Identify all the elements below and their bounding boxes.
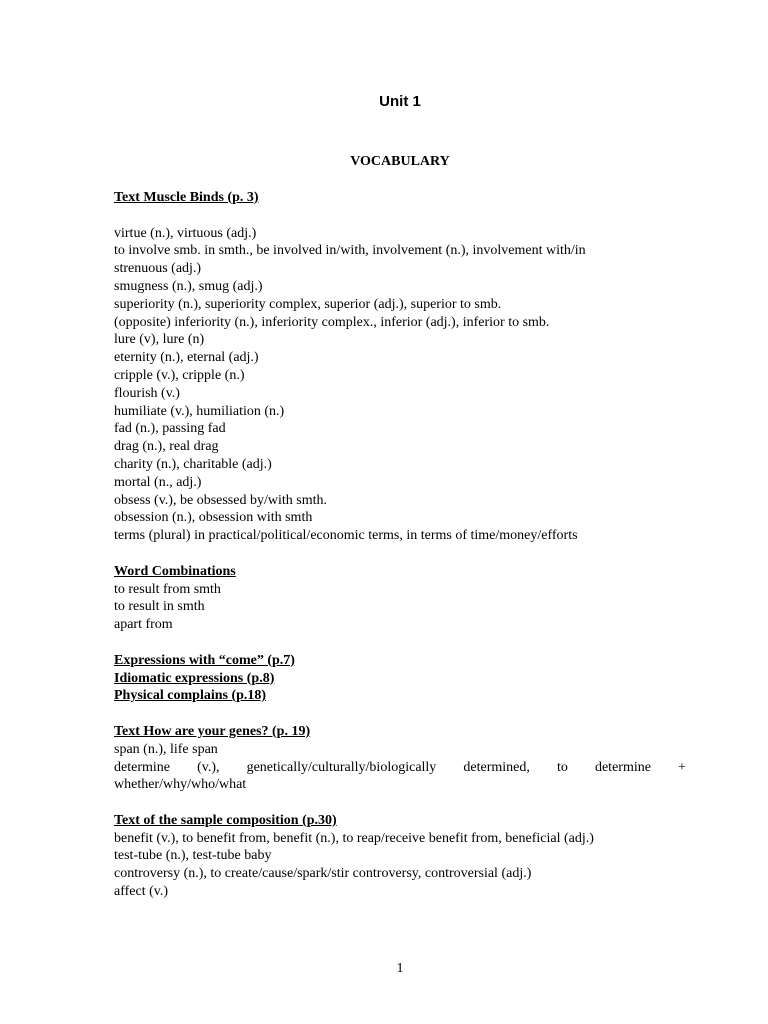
vocab-line: to result in smth bbox=[114, 599, 205, 615]
page-number: 1 bbox=[396, 961, 404, 976]
section-heading-expressions-come: Expressions with “come” (p.7) bbox=[114, 652, 295, 668]
word: (v.), bbox=[197, 759, 220, 775]
section-heading-muscle-binds: Text Muscle Binds (p. 3) bbox=[114, 190, 259, 205]
vocab-line: to involve smb. in smth., be involved in/with, involvement (n.), involvement with/in bbox=[114, 243, 586, 259]
spacer bbox=[114, 705, 686, 723]
muscle-binds-list bbox=[114, 225, 686, 545]
vocab-line: eternity (n.), eternal (adj.) bbox=[114, 350, 259, 366]
vocab-line: to result from smth bbox=[114, 581, 221, 597]
vocab-line: span (n.), life span bbox=[114, 741, 218, 757]
vocab-line: benefit (v.), to benefit from, benefit (n.), to reap/receive benefit from, beneficial (adj.) bbox=[114, 830, 594, 846]
vocabulary-heading: VOCABULARY bbox=[350, 154, 450, 169]
word: determine bbox=[114, 759, 170, 775]
section-heading-word-combinations: Word Combinations bbox=[114, 563, 236, 579]
word: + bbox=[678, 759, 686, 775]
vocab-line: strenuous (adj.) bbox=[114, 261, 202, 277]
vocab-line: smugness (n.), smug (adj.) bbox=[114, 278, 263, 294]
vocab-line-justified bbox=[114, 759, 686, 777]
vocab-line: mortal (n., adj.) bbox=[114, 474, 202, 490]
unit-title: Unit 1 bbox=[379, 93, 421, 110]
vocab-line: cripple (v.), cripple (n.) bbox=[114, 367, 245, 383]
section-heading-genes: Text How are your genes? (p. 19) bbox=[114, 723, 311, 739]
vocab-line: terms (plural) in practical/political/economic terms, in terms of time/money/efforts bbox=[114, 528, 578, 544]
vocab-line: obsess (v.), be obsessed by/with smth. bbox=[114, 492, 327, 508]
vocab-line: flourish (v.) bbox=[114, 385, 180, 401]
word: genetically/culturally/biologically bbox=[246, 759, 437, 775]
vocab-line: fad (n.), passing fad bbox=[114, 421, 226, 437]
spacer bbox=[114, 794, 686, 812]
word: determined, bbox=[463, 759, 530, 775]
spacer bbox=[114, 545, 686, 563]
vocab-line: (opposite) inferiority (n.), inferiority complex., inferior (adj.), inferior to smb. bbox=[114, 314, 550, 330]
vocab-line: drag (n.), real drag bbox=[114, 439, 219, 455]
vocab-line: lure (v), lure (n) bbox=[114, 332, 205, 348]
vocab-line: charity (n.), charitable (adj.) bbox=[114, 456, 272, 472]
section-heading-physical-complains: Physical complains (p.18) bbox=[114, 688, 267, 704]
section-heading-sample-composition: Text of the sample composition (p.30) bbox=[114, 812, 337, 828]
vocab-line: affect (v.) bbox=[114, 884, 169, 900]
vocab-line: superiority (n.), superiority complex, superior (adj.), superior to smb. bbox=[114, 296, 502, 312]
vocab-line: obsession (n.), obsession with smth bbox=[114, 510, 313, 526]
section-heading-idiomatic-expressions: Idiomatic expressions (p.8) bbox=[114, 670, 275, 686]
word: to bbox=[556, 759, 568, 775]
vocab-line: apart from bbox=[114, 617, 173, 633]
vocabulary-content bbox=[114, 189, 686, 901]
vocab-line: humiliate (v.), humiliation (n.) bbox=[114, 403, 285, 419]
vocab-line: controversy (n.), to create/cause/spark/stir controversy, controversial (adj.) bbox=[114, 866, 532, 882]
vocab-line: whether/why/who/what bbox=[114, 777, 247, 793]
vocab-line: virtue (n.), virtuous (adj.) bbox=[114, 225, 257, 241]
vocab-line: test-tube (n.), test-tube baby bbox=[114, 848, 272, 864]
spacer bbox=[114, 634, 686, 652]
word: determine bbox=[594, 759, 651, 775]
spacer bbox=[114, 207, 686, 225]
